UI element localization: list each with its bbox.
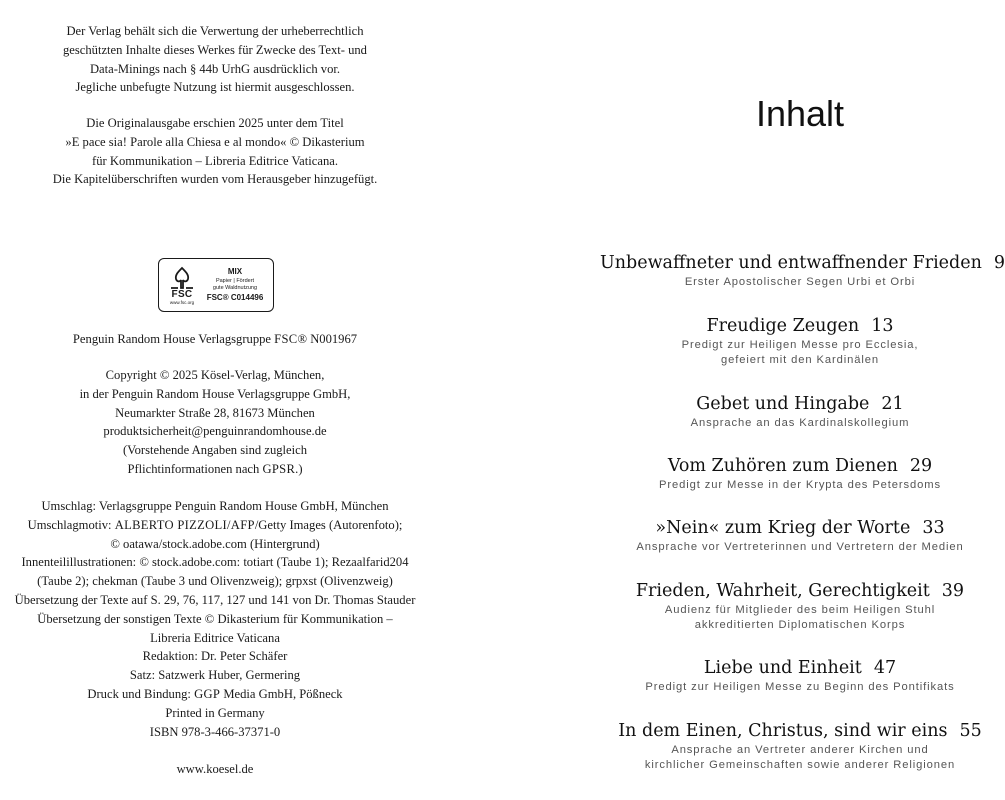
legal-line: Data-Minings nach § 44b UrhG ausdrücklich vor. <box>89 61 341 76</box>
toc-entry-heading <box>600 454 1000 478</box>
toc-entry-subtitle: Predigt zur Heiligen Messe pro Ecclesia, <box>681 339 919 351</box>
copyright-line: in der Penguin Random House Verlagsgruppe GmbH, <box>79 386 351 401</box>
fsc-logo-url: www.fsc.org <box>169 299 195 305</box>
original-edition-notice <box>0 114 430 189</box>
motif-suffix: /Getty Images (Autorenfoto); <box>254 517 403 532</box>
motif-prefix: Umschlagmotiv: <box>27 517 115 532</box>
toc-entry[interactable] <box>600 656 1000 695</box>
website-link[interactable]: www.koesel.de <box>176 762 254 776</box>
credit-illustrations: (Taube 2); chekman (Taube 3 und Olivenzweig); grpxst (Olivenzweig) <box>37 574 393 589</box>
toc-entry-title: »Nein« zum Krieg der Worte <box>655 518 911 538</box>
toc-entry-page: 21 <box>881 394 904 414</box>
toc-entry-subtitle: Ansprache an Vertreter anderer Kirchen und <box>671 744 929 756</box>
credit-isbn: ISBN 978-3-466-37371-0 <box>149 724 281 739</box>
copyright-block <box>0 366 430 479</box>
credit-motif <box>0 516 430 535</box>
credit-editor: Redaktion: Dr. Peter Schäfer <box>142 649 288 664</box>
credit-printed-in: Printed in Germany <box>165 705 265 720</box>
toc-entry-page: 9 <box>993 253 1005 273</box>
copyright-line: (Vorstehende Angaben sind zugleich <box>122 443 308 458</box>
fsc-line-suffix: ® N001967 <box>297 332 358 346</box>
toc-entry-page: 47 <box>873 658 897 678</box>
toc-entry-title: Frieden, Wahrheit, Gerechtigkeit <box>635 581 930 601</box>
legal-line: Der Verlag behält sich die Verwertung der urheberrechtlich <box>66 24 364 38</box>
toc-entry-title: Unbewaffneter und entwaffnender Frieden <box>600 253 982 273</box>
toc-entry-subtitle: Audienz für Mitglieder des beim Heiligen Stuhl <box>664 604 936 616</box>
toc-entry-subtitle: Erster Apostolischer Segen Urbi et Orbi <box>684 276 916 288</box>
toc-entry-subtitle: Predigt zur Heiligen Messe zu Beginn des Pontifikats <box>645 681 955 693</box>
toc-entry-page: 33 <box>922 518 945 538</box>
fsc-certificate-line <box>0 330 430 349</box>
credit-translation: Übersetzung der sonstigen Texte © Dikasterium für Kommunikation – <box>37 611 393 626</box>
copyright-line: Copyright © 2025 Kösel-Verlag, München, <box>105 368 325 382</box>
toc-entry-page: 13 <box>871 316 894 336</box>
toc-entry-page: 39 <box>941 581 965 601</box>
toc-page <box>600 0 1005 800</box>
original-line: Die Kapitelüberschriften wurden vom Herausgeber hinzugefügt. <box>52 172 378 187</box>
original-line: für Kommunikation – Libreria Editrice Vaticana. <box>92 153 338 168</box>
imprint-page <box>0 0 430 800</box>
legal-notice <box>0 22 430 97</box>
toc-entry[interactable] <box>600 454 1000 493</box>
credit-translation: Übersetzung der Texte auf S. 29, 76, 117, 127 und 141 von Dr. Thomas Stauder <box>14 592 416 607</box>
credit-print <box>0 685 430 704</box>
toc-entry-title: In dem Einen, Christus, sind wir eins <box>618 721 948 741</box>
toc-entry[interactable] <box>600 251 1005 290</box>
toc-entry-title: Liebe und Einheit <box>703 658 862 678</box>
toc-entry-subtitle: kirchlicher Gemeinschaften sowie anderer Religionen <box>644 758 956 771</box>
credit-illustrations: Innenteilillustrationen: © stock.adobe.com: totiart (Taube 1); Rezaalfarid204 <box>21 555 409 570</box>
fsc-tree-icon <box>167 266 197 290</box>
toc-entry[interactable] <box>600 392 1000 431</box>
print-prefix: Druck und Bindung: <box>87 686 195 701</box>
toc-entry-subtitle: Ansprache an das Kardinalskollegium <box>690 417 910 429</box>
toc-entry-heading <box>600 719 1000 743</box>
toc-entry-title: Vom Zuhören zum Dienen <box>667 456 898 476</box>
fsc-logo-word: FSC <box>171 288 193 300</box>
fsc-paper-line: Papier | Fördert <box>215 278 255 284</box>
toc-entry-heading <box>600 579 1000 603</box>
copyright-email: produktsicherheit@penguinrandomhouse.de <box>103 424 327 439</box>
gpsr-suffix: .) <box>295 461 303 476</box>
original-line: »E pace sia! Parole alla Chiesa e al mondo« © Dikasterium <box>65 134 365 149</box>
fsc-logo <box>163 266 201 305</box>
credit-translation: Libreria Editrice Vaticana <box>150 630 280 645</box>
toc-entry-heading <box>600 656 1000 680</box>
credit-cover: Umschlag: Verlagsgruppe Penguin Random House GmbH, München <box>41 499 389 513</box>
fsc-certificate-text <box>0 330 430 349</box>
credit-motif2: © oatawa/stock.adobe.com (Hintergrund) <box>110 536 320 551</box>
motif-sc: ALBERTO PIZZOLI/AFP <box>114 517 255 532</box>
legal-line: geschützten Inhalte dieses Werkes für Zwecke des Text- und <box>63 42 367 57</box>
copyright-line: Neumarkter Straße 28, 81673 München <box>115 405 315 420</box>
credits-block <box>0 497 430 741</box>
fsc-paper-line: gute Waldnutzung <box>212 284 258 291</box>
gpsr-prefix: Pflichtinformationen nach <box>127 461 263 476</box>
original-line: Die Originalausgabe erschien 2025 unter dem Titel <box>86 116 344 130</box>
fsc-label-box <box>158 258 274 312</box>
toc-entry[interactable] <box>600 719 1000 772</box>
toc-entry-title: Gebet und Hingabe <box>696 394 870 414</box>
toc-entry-heading <box>600 516 1000 540</box>
credit-typesetting: Satz: Satzwerk Huber, Germering <box>129 668 301 683</box>
toc-entry-heading <box>600 251 1005 275</box>
print-sc: GGP <box>194 686 221 701</box>
fsc-mix: MIX <box>227 267 243 276</box>
toc-entry-page: 55 <box>959 721 982 741</box>
toc-entry-page: 29 <box>909 456 933 476</box>
fsc-label-text <box>201 268 269 302</box>
toc-entry-title: Freudige Zeugen <box>706 316 860 336</box>
toc-entry-subtitle: Predigt zur Messe in der Krypta des Petersdoms <box>658 479 942 491</box>
fsc-label <box>158 258 278 316</box>
website-block <box>0 760 430 779</box>
print-suffix: Media GmbH, Pößneck <box>220 686 343 701</box>
toc-entry-subtitle: Ansprache vor Vertreterinnen und Vertretern der Medien <box>636 541 964 553</box>
fsc-line-prefix: Penguin Random House Verlagsgruppe <box>72 332 275 346</box>
toc-entry-subtitle: akkreditierten Diplomatischen Korps <box>694 618 906 631</box>
toc-entry-heading <box>600 392 1000 416</box>
toc-entry-subtitle: gefeiert mit den Kardinälen <box>720 353 879 366</box>
toc-title: Inhalt <box>755 93 845 134</box>
legal-line: Jegliche unbefugte Nutzung ist hiermit ausgeschlossen. <box>75 80 355 95</box>
fsc-line-sc: FSC <box>274 332 298 346</box>
gpsr-sc: GPSR <box>262 461 296 476</box>
toc-entry[interactable] <box>600 516 1000 555</box>
copyright-line <box>0 460 430 479</box>
fsc-code: FSC® C014496 <box>206 293 264 302</box>
toc-entry-heading <box>600 314 1000 338</box>
toc-entry[interactable] <box>600 314 1000 367</box>
toc-entry[interactable] <box>600 579 1000 632</box>
